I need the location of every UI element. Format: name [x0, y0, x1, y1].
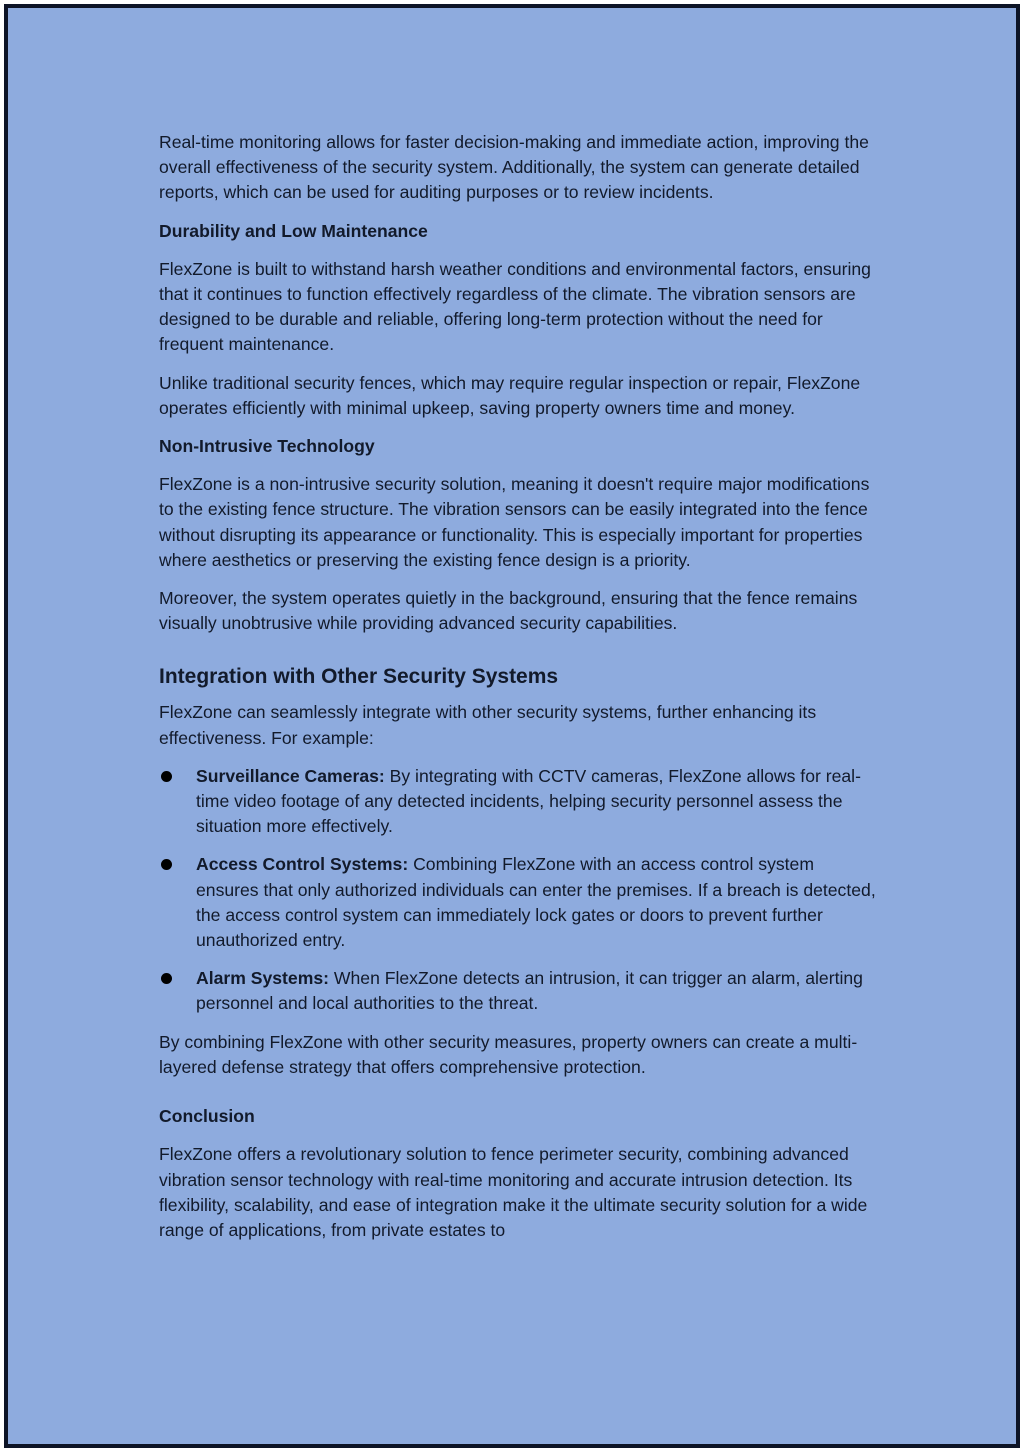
list-item-text: When FlexZone detects an intrusion, it can trigger an alarm, alerting personnel and local authorities to the threat. [196, 968, 863, 1014]
integration-closing: By combining FlexZone with other security measures, property owners can create a multi-layered defense strategy that offers comprehensive protection. [159, 1031, 858, 1077]
list-item-term: Surveillance Cameras: [196, 765, 385, 786]
durability-paragraph-2: Unlike traditional security fences, which may require regular inspection or repair, FlexZone operates efficiently with minimal upkeep, saving property owners time and money. [159, 372, 861, 418]
list-item-term: Access Control Systems: [196, 854, 409, 875]
bullet-icon [161, 973, 172, 984]
durability-paragraph-1: FlexZone is built to withstand harsh weather conditions and environmental factors, ensuring that it continues to function effectively regardless of the climate. The vibration sensors are designed to be durable and reliable, offering long-term protection without the need for frequent maintenance. [159, 258, 871, 355]
non-intrusive-paragraph-2: Moreover, the system operates quietly in the background, ensuring that the fence remains visually unobtrusive while providing advanced security capabilities. [159, 588, 858, 634]
list-item-text: By integrating with CCTV cameras, FlexZone allows for real-time video footage of any detected incidents, helping security personnel assess the situation more effectively. [196, 765, 861, 837]
bullet-icon [161, 771, 172, 782]
document-page [4, 4, 1020, 1448]
integration-list [159, 764, 879, 1017]
conclusion-heading: Conclusion [159, 1106, 255, 1127]
durability-heading: Durability and Low Maintenance [159, 220, 428, 241]
intro-paragraph: Real-time monitoring allows for faster decision-making and immediate action, improving the overall effectiveness of the security system. Additionally, the system can generate detailed reports, which can be used for auditing purposes or to review incidents. [159, 132, 869, 203]
integration-heading: Integration with Other Security Systems [159, 665, 559, 689]
list-item [159, 764, 879, 840]
list-item [159, 852, 879, 953]
bullet-icon [161, 859, 172, 870]
non-intrusive-paragraph-1: FlexZone is a non-intrusive security solution, meaning it doesn't require major modifications to the existing fence structure. The vibration sensors can be easily integrated into the fence without disrupting its appearance or functionality. This is especially important for properties where aesthetics or preserving the existing fence design is a priority. [159, 474, 870, 570]
list-item [159, 966, 879, 1016]
list-item-text: Combining FlexZone with an access control system ensures that only authorized individuals can enter the premises. If a breach is detected, the access control system can immediately lock gates or doors to prevent further unauthorized entry. [196, 854, 876, 951]
non-intrusive-heading: Non-Intrusive Technology [159, 436, 375, 457]
conclusion-paragraph: FlexZone offers a revolutionary solution to fence perimeter security, combining advanced vibration sensor technology with real-time monitoring and accurate intrusion detection. Its flexibility, scalability, and ease of integration make it the ultimate security solution for a wide range of applications, from private estates to [159, 1144, 868, 1240]
list-item-term: Alarm Systems: [196, 968, 329, 989]
integration-intro: FlexZone can seamlessly integrate with other security systems, further enhancing its effectiveness. For example: [159, 702, 817, 748]
document-body [159, 130, 879, 1256]
